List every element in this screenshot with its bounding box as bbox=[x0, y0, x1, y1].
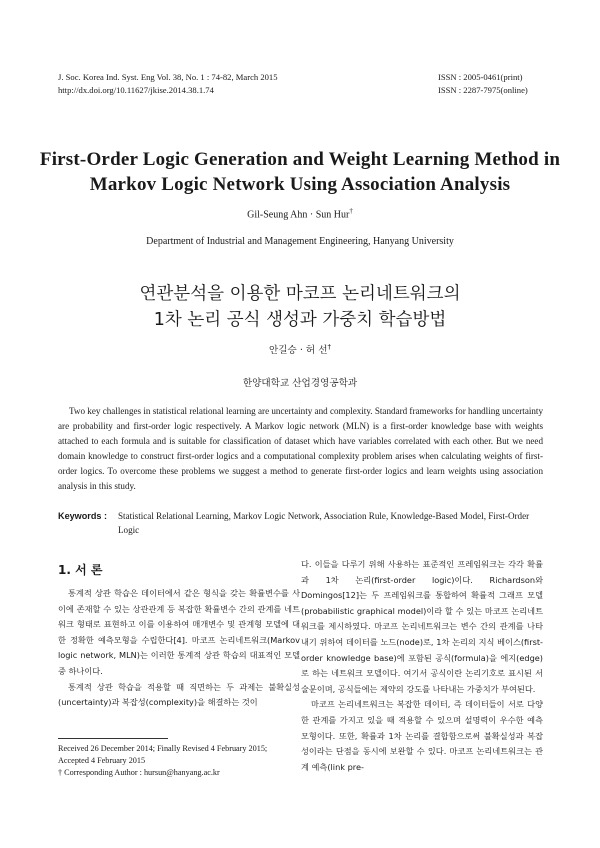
received-date: Received 26 December 2014; Finally Revised 4 February 2015; bbox=[58, 744, 268, 753]
body-paragraph: 통계적 상관 학습은 데이터에서 같은 형식을 갖는 확률변수를 사이에 존재할 수 있는 상관관계 등 복잡한 확률변수 간의 관계를 네트워크 형태로 표현하고 이를 이용하여 매개변수 및 관계형 모델에 대한 정확한 예측모형을 수립한다[4]. 마코프 논리네트워크(Markov logic network, MLN)는 이러한 통계적 상관 학습의 대표적인 모델 중 하나이다. bbox=[58, 588, 300, 676]
keywords-text: Statistical Relational Learning, Markov Logic Network, Association Rule, Knowledge-Based Model, First-Order Logic bbox=[118, 511, 530, 535]
issn-print: ISSN : 2005-0461(print) bbox=[438, 72, 523, 82]
korean-title-line-1: 연관분석을 이용한 마코프 논리네트워크의 bbox=[139, 284, 461, 304]
footnotes bbox=[58, 743, 298, 779]
issn-block bbox=[438, 71, 528, 97]
issn-online: ISSN : 2287-7975(online) bbox=[438, 85, 528, 95]
doi-link[interactable]: http://dx.doi.org/10.11627/jkise.2014.38.1.74 bbox=[58, 85, 214, 95]
body-column-right bbox=[301, 557, 543, 775]
korean-affiliation: 한양대학교 산업경영공학과 bbox=[242, 378, 358, 389]
accepted-date: Accepted 4 February 2015 bbox=[58, 756, 146, 765]
body-paragraph: 통계적 상관 학습을 적용할 때 직면하는 두 과제는 불확실성(uncertainty)과 복잡성(complexity)을 해결하는 것이 bbox=[58, 681, 300, 708]
footnote-divider bbox=[58, 738, 168, 739]
body-paragraph: 마코프 논리네트워크는 복잡한 데이터, 즉 데이터들이 서로 다양한 관계를 가지고 있을 때 적용할 수 있으며 설명력이 우수한 예측 모형이다. 또한, 확률과 1차 논리를 결합함으로써 불확실성과 복잡성이라는 단점을 동시에 보완할 수 있다. 마코프 논리네트워크는 관계 예측(link pre- bbox=[301, 699, 543, 772]
english-authors bbox=[0, 207, 600, 220]
korean-title-line-2: 1차 논리 공식 생성과 가중치 학습방법 bbox=[153, 310, 447, 330]
english-title-line-2: Markov Logic Network Using Association Analysis bbox=[89, 174, 511, 195]
journal-header bbox=[58, 71, 278, 97]
english-author-names: Gil-Seung Ahn · Sun Hur bbox=[247, 209, 350, 221]
english-title bbox=[30, 147, 570, 197]
english-title-line-1: First-Order Logic Generation and Weight Learning Method in bbox=[39, 149, 561, 170]
abstract: Two key challenges in statistical relational learning are uncertainty and complexity. Standard frameworks for handling uncertainty are probability and first-order logic respectively. A Markov logic network (MLN) is a first-order knowledge base with weights attached to each formula and is suitable for classification of dataset which have variables correlated with each other. But we need domain knowledge to construct first-order logics and a computational complexity problem arises when calculating weights of first-order logics. To overcome these problems we suggest a method to generate first-order logics and learn weights using association analysis in this study. bbox=[58, 406, 544, 491]
korean-corresponding-author-mark: † bbox=[327, 342, 332, 351]
korean-title bbox=[30, 281, 570, 333]
body-paragraph: 다. 이들을 다루기 위해 사용하는 표준적인 프레임워크는 각각 확률과 1차 논리(first-order logic)이다. Richardson와 Domingos[12]는 두 프레임워크를 통합하여 확률적 그래프 모델(probabilistic graphical model)이라 할 수 있는 마코프 논리네트워크를 제시하였다. 마코프 논리네트워크는 변수 간의 관계를 나타내기 위하여 데이터를 노드(node)로, 1차 논리의 지식 베이스(first-order knowledge base)에 포함된 공식(formula)을 에지(edge)로 하는 네트워크 모델이다. 여기서 공식이란 논리기호로 표시된 서술문이며, 공식들에는 제약의 강도를 나타내는 가중치가 부여된다. bbox=[301, 559, 543, 694]
english-affiliation: Department of Industrial and Management Engineering, Hanyang University bbox=[146, 236, 454, 247]
korean-author-names: 안길승 · 허 선 bbox=[268, 345, 328, 356]
korean-authors bbox=[0, 342, 600, 356]
section-heading: 1. 서 론 bbox=[58, 563, 103, 577]
corresponding-author-mark: † bbox=[349, 207, 353, 215]
keywords-label: Keywords : bbox=[58, 511, 108, 521]
journal-citation: J. Soc. Korea Ind. Syst. Eng Vol. 38, No. 1 : 74-82, March 2015 bbox=[58, 72, 278, 82]
corresponding-author-footnote: † Corresponding Author : hursun@hanyang.ac.kr bbox=[58, 768, 220, 777]
body-column-left bbox=[58, 586, 300, 711]
